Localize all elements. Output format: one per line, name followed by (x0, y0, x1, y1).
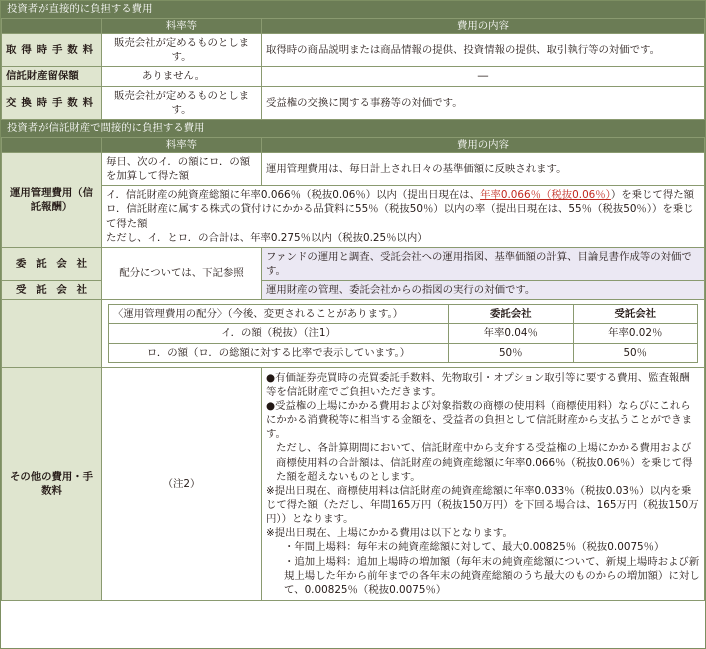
mgmt-i-highlight: 年率0.066％（税抜0.06％） (480, 189, 611, 202)
exchange-fee-label: 交換時手数料 (2, 86, 102, 119)
dist-row1-trustee: 年率0.04％ (449, 324, 574, 343)
mgmt-rate-top: 毎日、次のイ．の額にロ．の額を加算して得た額 (102, 152, 262, 185)
other-line: ・年間上場料：毎年末の純資産総額に対して、最大0.00825％（税抜0.0075％） (284, 541, 665, 554)
exchange-fee-content: 受益権の交換に関する事務等の対価です。 (262, 86, 705, 119)
dist-col-trustee: 委託会社 (449, 305, 574, 324)
direct-header-blank (2, 19, 102, 34)
indirect-fee-table (1, 137, 705, 601)
trustee-label: 委託会社 (2, 247, 102, 280)
custodian-content: 運用財産の管理、委託会社からの指図の実行の対価です。 (262, 281, 705, 300)
mgmt-i-line: イ．信託財産の純資産総額に年率0.066％（税抜0.06％）以内（提出日現在は、年率0.066％（税抜0.06％））を乗じて得た額 (106, 189, 694, 202)
trustee-content: ファンドの運用と調査、受託会社への運用指図、基準価額の計算、目論見書作成等の対価です。 (262, 247, 705, 280)
mgmt-ro-line: ロ．信託財産に属する株式の貸付けにかかる品貸料に55％（税抜50％）以内の率（提出日現在は、55％（税抜50％））を乗じて得た額 (106, 203, 694, 230)
dist-col-custodian: 受託会社 (573, 305, 698, 324)
indirect-header-blank (2, 137, 102, 152)
mgmt-sum-line: ただし、イ．とロ．の合計は、年率0.275％以内（税抜0.25％以内） (106, 231, 428, 244)
dist-row2-label: ロ．の額（ロ．の総額に対する比率で表示しています。） (109, 343, 449, 362)
direct-col-rate: 料率等 (102, 19, 262, 34)
retention-fee-content: ― (262, 67, 705, 86)
dist-row1-custodian: 年率0.02％ (573, 324, 698, 343)
acquisition-fee-label: 取得時手数料 (2, 34, 102, 67)
acquisition-fee-content: 取得時の商品説明または商品情報の提供、投資情報の提供、取引執行等の対価です。 (262, 34, 705, 67)
indirect-col-rate: 料率等 (102, 137, 262, 152)
other-fee-label: その他の費用・手数料 (2, 367, 102, 600)
mgmt-content-top: 運用管理費用は、毎日計上され日々の基準価額に反映されます。 (262, 152, 705, 185)
exchange-fee-rate: 販売会社が定めるものとします。 (102, 86, 262, 119)
custodian-label: 受託会社 (2, 281, 102, 300)
retention-fee-label: 信託財産留保額 (2, 67, 102, 86)
other-line: ●受益権の上場にかかる費用および対象指数の商標の使用料（商標使用料）ならびにこれらにかかる消費税等に相当する金額を、受益者の負担として信託財産から支払うことができます。 (266, 399, 693, 441)
direct-section-title: 投資者が直接的に負担する費用 (1, 1, 705, 18)
dist-row2-trustee: 50％ (449, 343, 574, 362)
dist-left-blank (2, 300, 102, 367)
direct-col-content: 費用の内容 (262, 19, 705, 34)
mgmt-fee-detail (102, 186, 705, 248)
other-fee-rate: （注2） (102, 367, 262, 600)
acquisition-fee-rate: 販売会社が定めるものとします。 (102, 34, 262, 67)
other-line: ※提出日現在、上場にかかる費用は以下となります。 (266, 527, 513, 540)
retention-fee-rate: ありません。 (102, 67, 262, 86)
indirect-section-title: 投資者が信託財産で間接的に負担する費用 (1, 120, 705, 137)
other-fee-content (262, 367, 705, 600)
mgmt-fee-label: 運用管理費用（信託報酬） (2, 152, 102, 247)
alloc-rate: 配分については、下記参照 (102, 247, 262, 299)
direct-fee-table (1, 18, 705, 120)
indirect-col-content: 費用の内容 (262, 137, 705, 152)
other-line: ※提出日現在、商標使用料は信託財産の純資産総額に年率0.033％（税抜0.03％）以内を乗じて得た額（ただし、年間165万円（税抜150万円）を下回る場合は、165万円（税抜150万円））となります。 (266, 484, 699, 526)
dist-header: 〈運用管理費用の配分〉（今後、変更されることがあります。） (109, 305, 449, 324)
other-line: ●有価証券売買時の売買委託手数料、先物取引・オプション取引等に要する費用、監査報酬等を信託財産でご負担いただきます。 (266, 371, 690, 398)
other-line: ・追加上場料：追加上場時の増加額（毎年末の純資産総額について、新規上場時および新規上場した年から前年までの各年末の純資産総額のうち最大のものからの増加額）に対して、0.00825％（税抜0.0075％） (284, 555, 700, 596)
dist-row1-label: イ．の額（税抜）（注1） (109, 324, 449, 343)
dist-container (102, 300, 705, 367)
dist-row2-custodian: 50％ (573, 343, 698, 362)
dist-table (108, 304, 698, 362)
other-line: ただし、各計算期間において、信託財産中から支弁する受益権の上場にかかる費用および商標使用料の合計額は、信託財産の純資産総額に年率0.066％（税抜0.06％）を乗じて得た額を超えないものとします。 (276, 442, 693, 483)
